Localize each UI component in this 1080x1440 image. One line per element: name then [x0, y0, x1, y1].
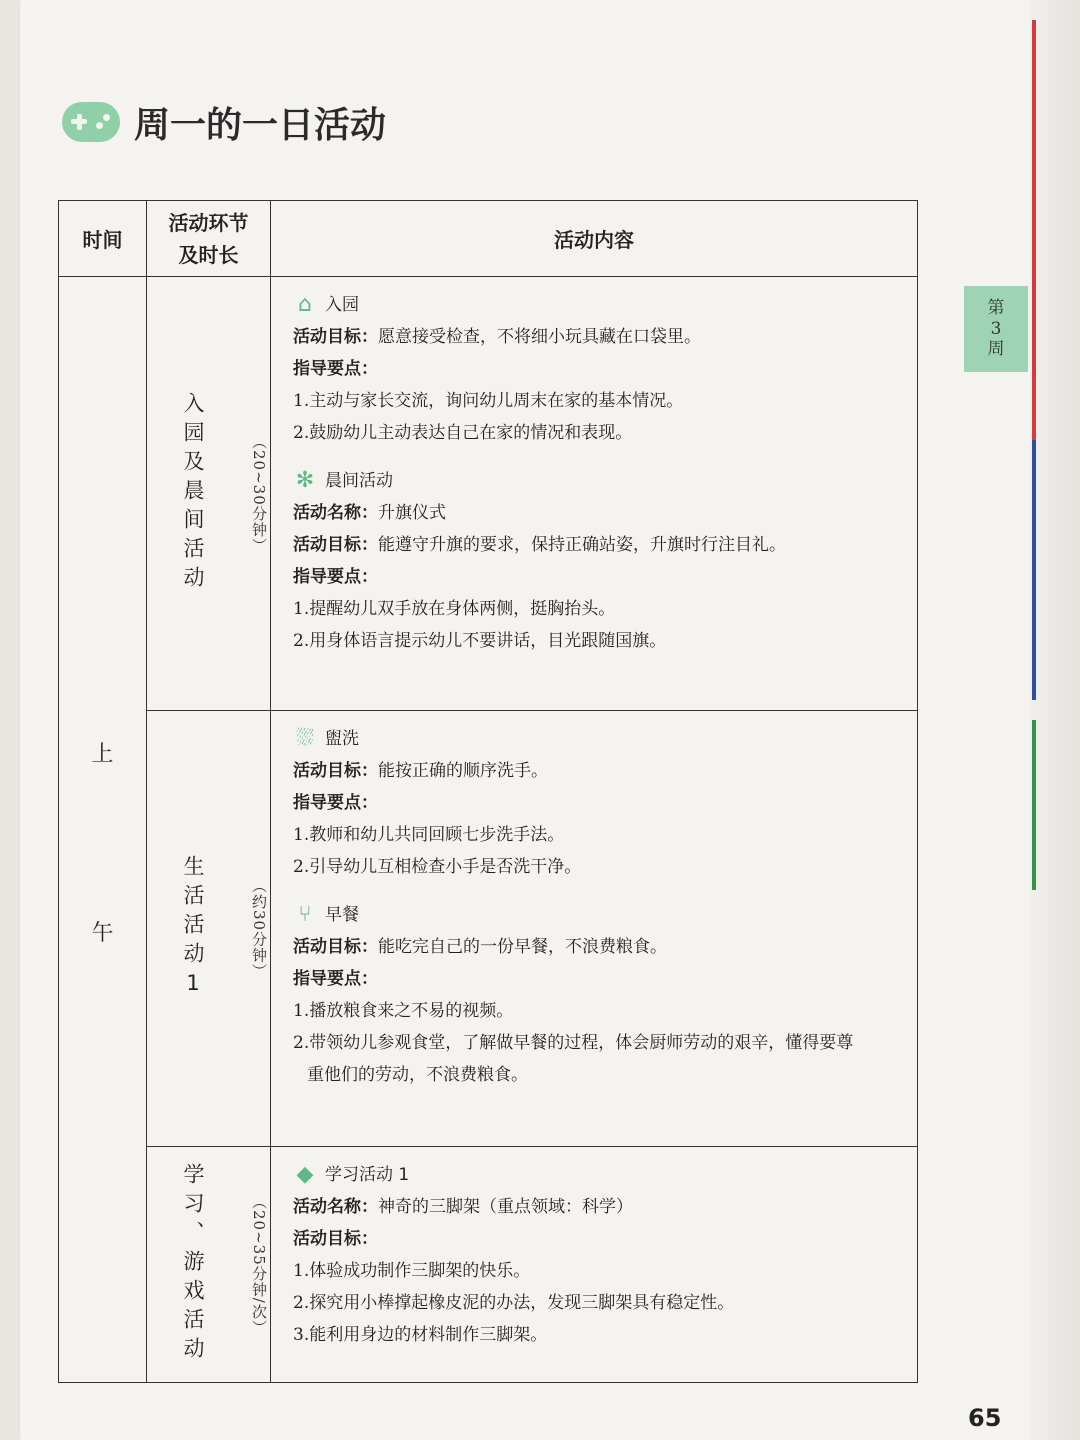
content-line-label: 活动名称：	[293, 503, 378, 523]
page-number: 65	[968, 1404, 1002, 1432]
week-tab-char-2: 周	[987, 339, 1005, 360]
content-line	[293, 1319, 903, 1351]
content-line-label: 活动名称：	[293, 1197, 378, 1217]
activity-block-heading	[293, 899, 903, 931]
time-cell	[59, 277, 147, 1383]
content-line-text: 1.提醒幼儿双手放在身体两侧，挺胸抬头。	[293, 599, 616, 619]
activity-block-title: 晨间活动	[325, 471, 393, 491]
content-line-text: 2.用身体语言提示幼儿不要讲话，目光跟随国旗。	[293, 631, 667, 651]
table-row	[59, 277, 918, 711]
activity-block-heading	[293, 465, 903, 497]
content-line	[293, 819, 903, 851]
content-line	[293, 995, 903, 1027]
book-icon: ◆	[296, 1162, 314, 1187]
content-line	[293, 561, 903, 593]
content-line	[293, 321, 903, 353]
content-line-text: 重他们的劳动，不浪费粮食。	[307, 1065, 528, 1085]
segment-duration: （约30分钟）	[250, 877, 268, 980]
content-line	[293, 851, 903, 883]
content-line-label: 活动目标：	[293, 937, 378, 957]
content-line-text: 2.探究用小棒撑起橡皮泥的办法，发现三脚架具有稳定性。	[293, 1293, 735, 1313]
content-line-text: 能吃完自己的一份早餐，不浪费粮食。	[378, 937, 667, 957]
segment-duration: （20~30分钟）	[250, 433, 268, 554]
edge-stripe-blue	[1032, 440, 1036, 700]
content-line	[293, 1191, 903, 1223]
content-line-label: 活动目标：	[293, 327, 378, 347]
content-line-text: 1.播放粮食来之不易的视频。	[293, 1001, 514, 1021]
activity-block-heading	[293, 723, 903, 755]
content-cell	[271, 711, 918, 1147]
content-line-text: 愿意接受检查，不将细小玩具藏在口袋里。	[378, 327, 701, 347]
activity-block-title: 入园	[325, 295, 359, 315]
segment-name: 生活活动1	[181, 854, 205, 1003]
content-line-text: 2.鼓励幼儿主动表达自己在家的情况和表现。	[293, 423, 633, 443]
content-line	[293, 1223, 903, 1255]
table-row	[59, 711, 918, 1147]
house-icon: ⌂	[298, 292, 312, 317]
page-header	[62, 92, 386, 152]
content-cell	[271, 277, 918, 711]
content-line-text: 1.体验成功制作三脚架的快乐。	[293, 1261, 531, 1281]
segment-name: 入园及晨间活动	[181, 392, 205, 595]
content-line-text: 1.教师和幼儿共同回顾七步洗手法。	[293, 825, 565, 845]
content-line	[293, 625, 903, 657]
content-line-label: 活动目标：	[293, 535, 378, 555]
content-line	[293, 963, 903, 995]
content-line-text: 2.带领幼儿参观食堂，了解做早餐的过程，体会厨师劳动的艰辛，懂得要尊	[293, 1033, 854, 1053]
content-cell	[271, 1147, 918, 1383]
segment-cell	[147, 1147, 271, 1383]
content-line-text: 能按正确的顺序洗手。	[378, 761, 548, 781]
washing-icon: ⛆	[296, 726, 314, 751]
running-child-icon: ✻	[295, 468, 315, 493]
content-line-label: 指导要点：	[293, 793, 378, 813]
activity-block-title: 早餐	[325, 905, 359, 925]
week-tab-char-1: 第	[987, 298, 1005, 319]
edge-stripe-green	[1032, 720, 1036, 890]
content-line-text: 2.引导幼儿互相检查小手是否洗干净。	[293, 857, 582, 877]
segment-cell	[147, 277, 271, 711]
content-line-text: 能遵守升旗的要求，保持正确站姿，升旗时行注目礼。	[378, 535, 786, 555]
segment-cell	[147, 711, 271, 1147]
header-time: 时间	[59, 201, 147, 277]
content-line-text: 神奇的三脚架（重点领域：科学）	[378, 1197, 633, 1217]
gamepad-icon	[62, 102, 120, 142]
content-line	[293, 417, 903, 449]
table-row	[59, 1147, 918, 1383]
content-line	[293, 385, 903, 417]
content-line-label: 指导要点：	[293, 567, 378, 587]
content-line-label: 指导要点：	[293, 359, 378, 379]
content-line	[293, 497, 903, 529]
content-line-text: 3.能利用身边的材料制作三脚架。	[293, 1325, 548, 1345]
time-morning-char-1: 上	[91, 742, 114, 767]
segment-name: 学习、游戏活动	[181, 1163, 205, 1366]
activity-block-title: 盥洗	[325, 729, 359, 749]
activity-block-title: 学习活动 1	[325, 1165, 410, 1185]
content-line	[293, 931, 903, 963]
content-line	[293, 1059, 903, 1091]
content-line	[293, 1255, 903, 1287]
content-line-label: 活动目标：	[293, 1229, 378, 1249]
content-line-text: 1.主动与家长交流，询问幼儿周末在家的基本情况。	[293, 391, 684, 411]
content-line	[293, 755, 903, 787]
content-line	[293, 529, 903, 561]
content-line-label: 指导要点：	[293, 969, 378, 989]
activity-table	[58, 200, 918, 1383]
content-line-text: 升旗仪式	[378, 503, 446, 523]
week-tab	[964, 286, 1028, 372]
segment-duration: （20~35分钟/次）	[250, 1193, 268, 1336]
time-morning-char-2: 午	[91, 921, 114, 946]
content-line	[293, 593, 903, 625]
table-header-row	[59, 201, 918, 277]
page-edge	[1030, 0, 1080, 1440]
content-line	[293, 353, 903, 385]
content-line	[293, 1287, 903, 1319]
header-segment: 活动环节 及时长	[147, 201, 271, 277]
page-title: 周一的一日活动	[134, 104, 387, 146]
content-line	[293, 1027, 903, 1059]
activity-block-heading	[293, 1159, 903, 1191]
activity-block-heading	[293, 289, 903, 321]
spoon-fork-icon: ⑂	[298, 902, 312, 927]
edge-stripe-red	[1032, 20, 1036, 440]
content-line-label: 活动目标：	[293, 761, 378, 781]
header-content: 活动内容	[271, 201, 918, 277]
week-tab-number: 3	[990, 318, 1002, 339]
content-line	[293, 787, 903, 819]
